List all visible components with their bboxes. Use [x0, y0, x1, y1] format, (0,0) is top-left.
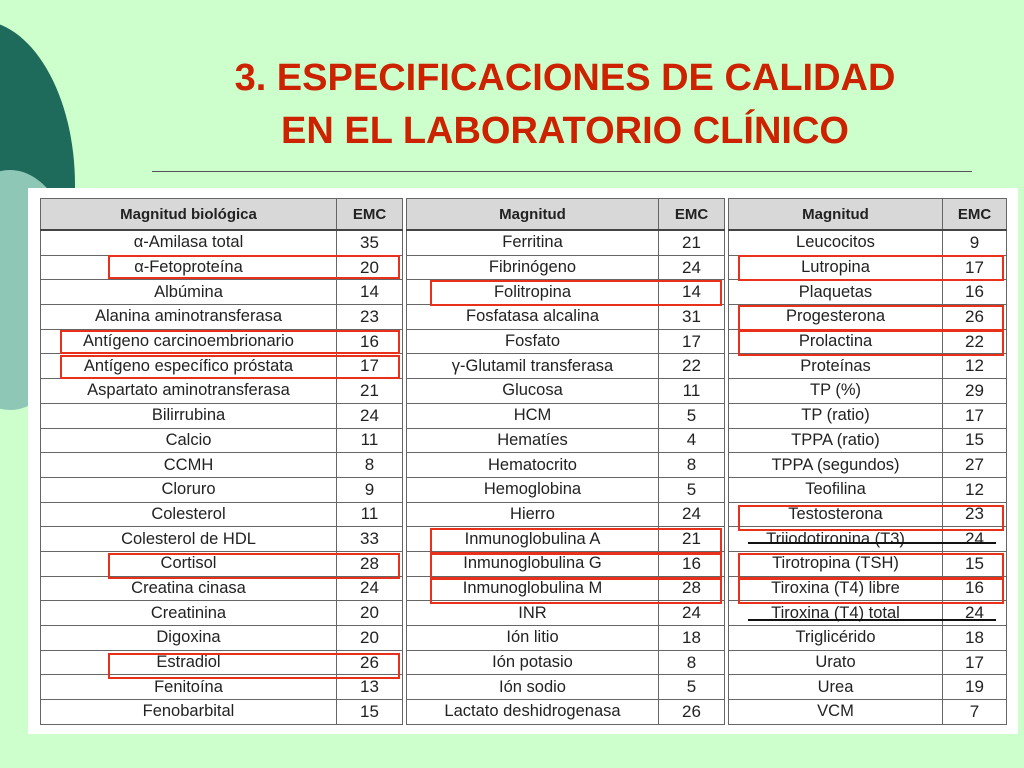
table-row: [41, 477, 403, 502]
emc-value-cell: 18: [659, 626, 725, 651]
emc-value-cell: 14: [337, 280, 403, 305]
magnitude-cell: Antígeno específico próstata: [41, 354, 337, 379]
magnitude-cell: Inmunoglobulina M: [407, 576, 659, 601]
column-header-emc: EMC: [659, 199, 725, 231]
emc-value-cell: 8: [659, 453, 725, 478]
magnitude-cell: Glucosa: [407, 379, 659, 404]
emc-value-cell: 17: [943, 403, 1007, 428]
emc-value-cell: 35: [337, 230, 403, 255]
table-row: [41, 576, 403, 601]
table-row: [407, 601, 725, 626]
highlight-box: [738, 553, 1004, 579]
column-header-emc: EMC: [943, 199, 1007, 231]
magnitude-cell: Fenobarbital: [41, 700, 337, 725]
emc-value-cell: 14: [659, 280, 725, 305]
magnitude-cell: Estradiol: [41, 650, 337, 675]
table-row: [729, 280, 1007, 305]
magnitude-cell: Albúmina: [41, 280, 337, 305]
highlight-box: [108, 553, 400, 579]
emc-value-cell: 24: [659, 502, 725, 527]
magnitude-cell: TPPA (segundos): [729, 453, 943, 478]
magnitude-cell: α-Amilasa total: [41, 230, 337, 255]
emc-value-cell: 22: [659, 354, 725, 379]
emc-value-cell: 9: [943, 230, 1007, 255]
magnitude-cell: Fibrinógeno: [407, 255, 659, 280]
magnitude-cell: TPPA (ratio): [729, 428, 943, 453]
highlight-box: [430, 578, 722, 604]
table-row: [41, 601, 403, 626]
magnitude-cell: Ferritina: [407, 230, 659, 255]
emc-value-cell: 23: [943, 502, 1007, 527]
title-line-2: EN EL LABORATORIO CLÍNICO: [281, 110, 849, 152]
magnitude-cell: Lutropina: [729, 255, 943, 280]
highlight-box: [430, 553, 722, 579]
table-row: [407, 626, 725, 651]
emc-value-cell: 17: [337, 354, 403, 379]
table-row: [407, 255, 725, 280]
table-row: [407, 428, 725, 453]
table-row: [407, 453, 725, 478]
magnitude-cell: Ión potasio: [407, 650, 659, 675]
highlight-box: [430, 528, 722, 554]
magnitude-cell: Testosterona: [729, 502, 943, 527]
magnitude-cell: Lactato deshidrogenasa: [407, 700, 659, 725]
table-row: [729, 379, 1007, 404]
magnitude-cell: Inmunoglobulina A: [407, 527, 659, 552]
table-row: [407, 305, 725, 330]
emc-value-cell: 13: [337, 675, 403, 700]
emc-value-cell: 17: [943, 650, 1007, 675]
table-row: [729, 675, 1007, 700]
magnitude-cell: Prolactina: [729, 329, 943, 354]
table-row: [729, 601, 1007, 626]
title-line-1: 3. ESPECIFICACIONES DE CALIDAD: [234, 57, 896, 99]
magnitude-cell: Cortisol: [41, 551, 337, 576]
emc-value-cell: 11: [659, 379, 725, 404]
table-row: [407, 354, 725, 379]
magnitude-cell: Alanina aminotransferasa: [41, 305, 337, 330]
magnitude-cell: γ-Glutamil transferasa: [407, 354, 659, 379]
magnitude-cell: Aspartato aminotransferasa: [41, 379, 337, 404]
emc-value-cell: 11: [337, 428, 403, 453]
title-divider: [152, 171, 972, 172]
magnitude-cell: Triglicérido: [729, 626, 943, 651]
highlight-box: [108, 653, 400, 679]
emc-value-cell: 28: [337, 551, 403, 576]
emc-value-cell: 7: [943, 700, 1007, 725]
table-block-2: [406, 198, 725, 725]
magnitude-cell: Creatina cinasa: [41, 576, 337, 601]
magnitude-cell: Tirotropina (TSH): [729, 551, 943, 576]
emc-value-cell: 16: [943, 280, 1007, 305]
magnitude-cell: Triiodotironina (T3): [729, 527, 943, 552]
table-row: [729, 354, 1007, 379]
emc-value-cell: 21: [659, 527, 725, 552]
magnitude-cell: Folitropina: [407, 280, 659, 305]
table-row: [729, 477, 1007, 502]
strike-through-line: [748, 619, 996, 621]
emc-value-cell: 27: [943, 453, 1007, 478]
highlight-box: [738, 255, 1004, 281]
emc-value-cell: 12: [943, 354, 1007, 379]
table-row: [729, 403, 1007, 428]
table-row: [41, 403, 403, 428]
table-row: [407, 502, 725, 527]
emc-value-cell: 31: [659, 305, 725, 330]
table-row: [41, 626, 403, 651]
highlight-box: [738, 505, 1004, 531]
magnitude-cell: Progesterona: [729, 305, 943, 330]
table-row: [729, 428, 1007, 453]
table-row: [729, 230, 1007, 255]
emc-value-cell: 16: [337, 329, 403, 354]
emc-value-cell: 26: [659, 700, 725, 725]
magnitude-cell: Tiroxina (T4) libre: [729, 576, 943, 601]
table-row: [729, 650, 1007, 675]
emc-value-cell: 5: [659, 477, 725, 502]
highlight-box: [108, 255, 400, 279]
table-row: [41, 502, 403, 527]
table-row: [407, 477, 725, 502]
table-row: [41, 280, 403, 305]
highlight-box: [430, 280, 722, 306]
table-row: [729, 626, 1007, 651]
magnitude-cell: Inmunoglobulina G: [407, 551, 659, 576]
magnitude-cell: Fosfatasa alcalina: [407, 305, 659, 330]
column-header-magnitud: Magnitud: [729, 199, 943, 231]
emc-value-cell: 4: [659, 428, 725, 453]
table-row: [407, 700, 725, 725]
magnitude-cell: TP (ratio): [729, 403, 943, 428]
magnitude-cell: Antígeno carcinoembrionario: [41, 329, 337, 354]
table-row: [729, 453, 1007, 478]
magnitude-cell: Fosfato: [407, 329, 659, 354]
emc-value-cell: 16: [943, 576, 1007, 601]
magnitude-cell: Hematíes: [407, 428, 659, 453]
emc-value-cell: 20: [337, 626, 403, 651]
emc-value-cell: 24: [659, 601, 725, 626]
emc-value-cell: 12: [943, 477, 1007, 502]
emc-value-cell: 17: [659, 329, 725, 354]
table-row: [407, 379, 725, 404]
emc-value-cell: 8: [659, 650, 725, 675]
table-row: [407, 675, 725, 700]
emc-value-cell: 20: [337, 601, 403, 626]
table-header-row: [41, 199, 403, 231]
emc-value-cell: 23: [337, 305, 403, 330]
highlight-box: [738, 305, 1004, 331]
emc-value-cell: 24: [659, 255, 725, 280]
magnitude-cell: α-Fetoproteína: [41, 255, 337, 280]
magnitude-cell: Tiroxina (T4) total: [729, 601, 943, 626]
emc-value-cell: 22: [943, 329, 1007, 354]
table-row: [41, 230, 403, 255]
table-row: [41, 453, 403, 478]
magnitude-cell: Bilirrubina: [41, 403, 337, 428]
emc-value-cell: 8: [337, 453, 403, 478]
table-row: [407, 329, 725, 354]
emc-value-cell: 24: [943, 527, 1007, 552]
table-row: [41, 305, 403, 330]
magnitude-cell: Proteínas: [729, 354, 943, 379]
emc-value-cell: 21: [337, 379, 403, 404]
highlight-box: [738, 330, 1004, 356]
magnitude-cell: Hematocrito: [407, 453, 659, 478]
magnitude-cell: Digoxina: [41, 626, 337, 651]
magnitude-cell: HCM: [407, 403, 659, 428]
magnitude-cell: Fenitoína: [41, 675, 337, 700]
emc-value-cell: 21: [659, 230, 725, 255]
magnitude-cell: Urea: [729, 675, 943, 700]
emc-value-cell: 19: [943, 675, 1007, 700]
magnitude-cell: VCM: [729, 700, 943, 725]
table-row: [407, 650, 725, 675]
highlight-box: [738, 578, 1004, 604]
strike-through-line: [748, 542, 996, 544]
highlight-box: [60, 355, 400, 379]
emc-value-cell: 9: [337, 477, 403, 502]
emc-value-cell: 15: [943, 551, 1007, 576]
magnitude-cell: TP (%): [729, 379, 943, 404]
emc-value-cell: 26: [943, 305, 1007, 330]
emc-value-cell: 24: [943, 601, 1007, 626]
magnitude-cell: Hierro: [407, 502, 659, 527]
magnitude-cell: Colesterol: [41, 502, 337, 527]
magnitude-cell: Plaquetas: [729, 280, 943, 305]
table-row: [41, 379, 403, 404]
magnitude-cell: Ión litio: [407, 626, 659, 651]
magnitude-cell: INR: [407, 601, 659, 626]
emc-value-cell: 18: [943, 626, 1007, 651]
emc-value-cell: 5: [659, 403, 725, 428]
table-row: [41, 527, 403, 552]
magnitude-cell: Hemoglobina: [407, 477, 659, 502]
magnitude-cell: Colesterol de HDL: [41, 527, 337, 552]
emc-value-cell: 15: [337, 700, 403, 725]
slide-title: [150, 52, 980, 158]
emc-value-cell: 24: [337, 576, 403, 601]
emc-value-cell: 20: [337, 255, 403, 280]
emc-value-cell: 16: [659, 551, 725, 576]
column-header-emc: EMC: [337, 199, 403, 231]
emc-value-cell: 5: [659, 675, 725, 700]
highlight-box: [60, 330, 400, 354]
table-row: [41, 700, 403, 725]
emc-value-cell: 15: [943, 428, 1007, 453]
magnitude-cell: CCMH: [41, 453, 337, 478]
magnitude-cell: Ión sodio: [407, 675, 659, 700]
table-header-row: [407, 199, 725, 231]
table-header-row: [729, 199, 1007, 231]
column-header-magnitud: Magnitud: [407, 199, 659, 231]
magnitude-cell: Cloruro: [41, 477, 337, 502]
emc-value-cell: 17: [943, 255, 1007, 280]
table-row: [407, 403, 725, 428]
magnitude-cell: Calcio: [41, 428, 337, 453]
emc-value-cell: 26: [337, 650, 403, 675]
emc-value-cell: 11: [337, 502, 403, 527]
table-row: [729, 700, 1007, 725]
magnitude-cell: Teofilina: [729, 477, 943, 502]
table-row: [41, 428, 403, 453]
emc-value-cell: 28: [659, 576, 725, 601]
table-row: [407, 230, 725, 255]
emc-value-cell: 24: [337, 403, 403, 428]
magnitude-cell: Creatinina: [41, 601, 337, 626]
magnitude-cell: Urato: [729, 650, 943, 675]
column-header-magnitud: Magnitud biológica: [41, 199, 337, 231]
emc-value-cell: 33: [337, 527, 403, 552]
magnitude-cell: Leucocitos: [729, 230, 943, 255]
emc-value-cell: 29: [943, 379, 1007, 404]
